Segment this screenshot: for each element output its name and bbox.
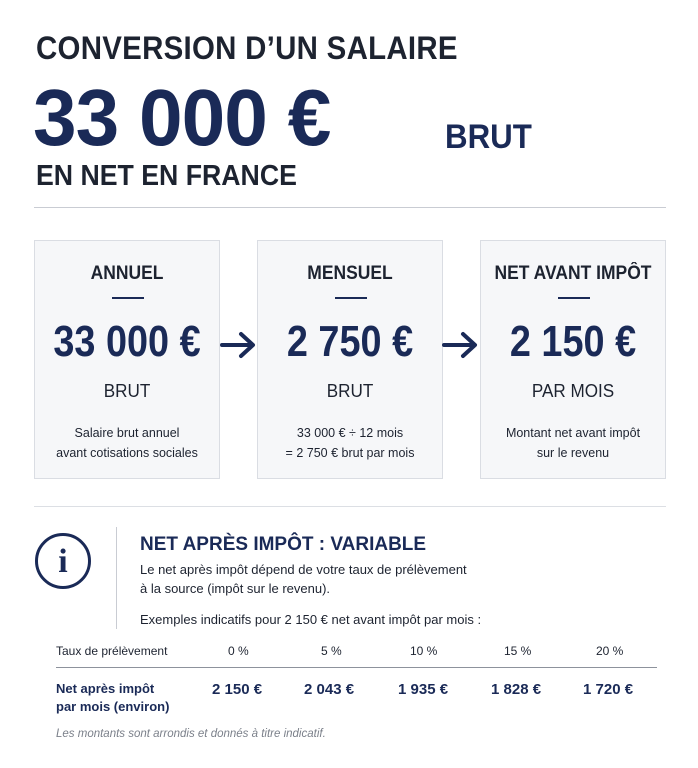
- table-header-rate: 20 %: [596, 644, 624, 658]
- card-heading: NET AVANT IMPÔT: [494, 263, 652, 284]
- table-header-label: Taux de prélèvement: [56, 644, 168, 658]
- table-header-rate: 0 %: [228, 644, 249, 658]
- card-note-line: Montant net avant impôt: [505, 426, 641, 440]
- card-value: 2 750 €: [286, 317, 414, 366]
- card-note: [266, 423, 434, 463]
- examples-caption: Exemples indicatifs pour 2 150 € net avant impôt par mois :: [140, 612, 482, 627]
- info-icon: [35, 533, 91, 589]
- arrow-right-icon: [219, 330, 257, 360]
- card-value: 2 150 €: [509, 317, 637, 366]
- card-note-line: Salaire brut annuel: [74, 426, 180, 440]
- card-note-line: sur le revenu: [536, 446, 610, 460]
- card-unit: BRUT: [103, 381, 151, 401]
- card-note: [489, 423, 657, 463]
- info-text-line: Le net après impôt dépend de votre taux de prélèvement: [140, 562, 467, 577]
- table-cell: 1 935 €: [398, 681, 449, 698]
- info-text-line: à la source (impôt sur le revenu).: [140, 581, 331, 596]
- title-line-3: EN NET EN FRANCE: [36, 160, 297, 192]
- card-value: 33 000 €: [53, 317, 201, 366]
- card-note-line: 33 000 € ÷ 12 mois: [296, 426, 404, 440]
- table-cell: 2 150 €: [212, 681, 263, 698]
- card-monthly: [257, 240, 443, 479]
- info-text: [140, 560, 500, 598]
- table-header-rate: 5 %: [321, 644, 342, 658]
- section-divider: [34, 506, 666, 507]
- table-cell: 1 720 €: [583, 681, 634, 698]
- card-note-line: avant cotisations sociales: [56, 446, 198, 460]
- table-row-label-line: par mois (environ): [56, 699, 170, 714]
- vertical-divider: [116, 527, 117, 629]
- headline-amount: 33 000 €: [33, 73, 331, 162]
- table-row-label-line: Net après impôt: [56, 681, 155, 696]
- card-heading: MENSUEL: [307, 263, 393, 284]
- headline-amount-row: [33, 72, 532, 164]
- footnote: Les montants sont arrondis et donnés à titre indicatif.: [56, 728, 326, 740]
- headline-amount-suffix: BRUT: [445, 118, 532, 156]
- card-dash: [112, 297, 144, 299]
- info-icon-glyph: i: [58, 543, 68, 580]
- title-line-1: CONVERSION D’UN SALAIRE: [36, 30, 458, 66]
- card-annual: [34, 240, 220, 479]
- card-heading: ANNUEL: [90, 263, 164, 284]
- card-note: [43, 423, 211, 463]
- card-dash: [558, 297, 590, 299]
- table-divider: [56, 667, 657, 668]
- table-cell: 2 043 €: [304, 681, 355, 698]
- table-header-rate: 10 %: [410, 644, 438, 658]
- card-dash: [335, 297, 367, 299]
- card-note-line: = 2 750 € brut par mois: [285, 446, 415, 460]
- info-title: NET APRÈS IMPÔT : VARIABLE: [140, 534, 427, 555]
- card-unit: BRUT: [326, 381, 374, 401]
- table-cell: 1 828 €: [491, 681, 542, 698]
- arrow-right-icon: [441, 330, 479, 360]
- top-divider: [34, 207, 666, 208]
- card-unit: PAR MOIS: [531, 381, 615, 401]
- table-header-rate: 15 %: [504, 644, 532, 658]
- table-row-label: [56, 680, 196, 716]
- card-net-before-tax: [480, 240, 666, 479]
